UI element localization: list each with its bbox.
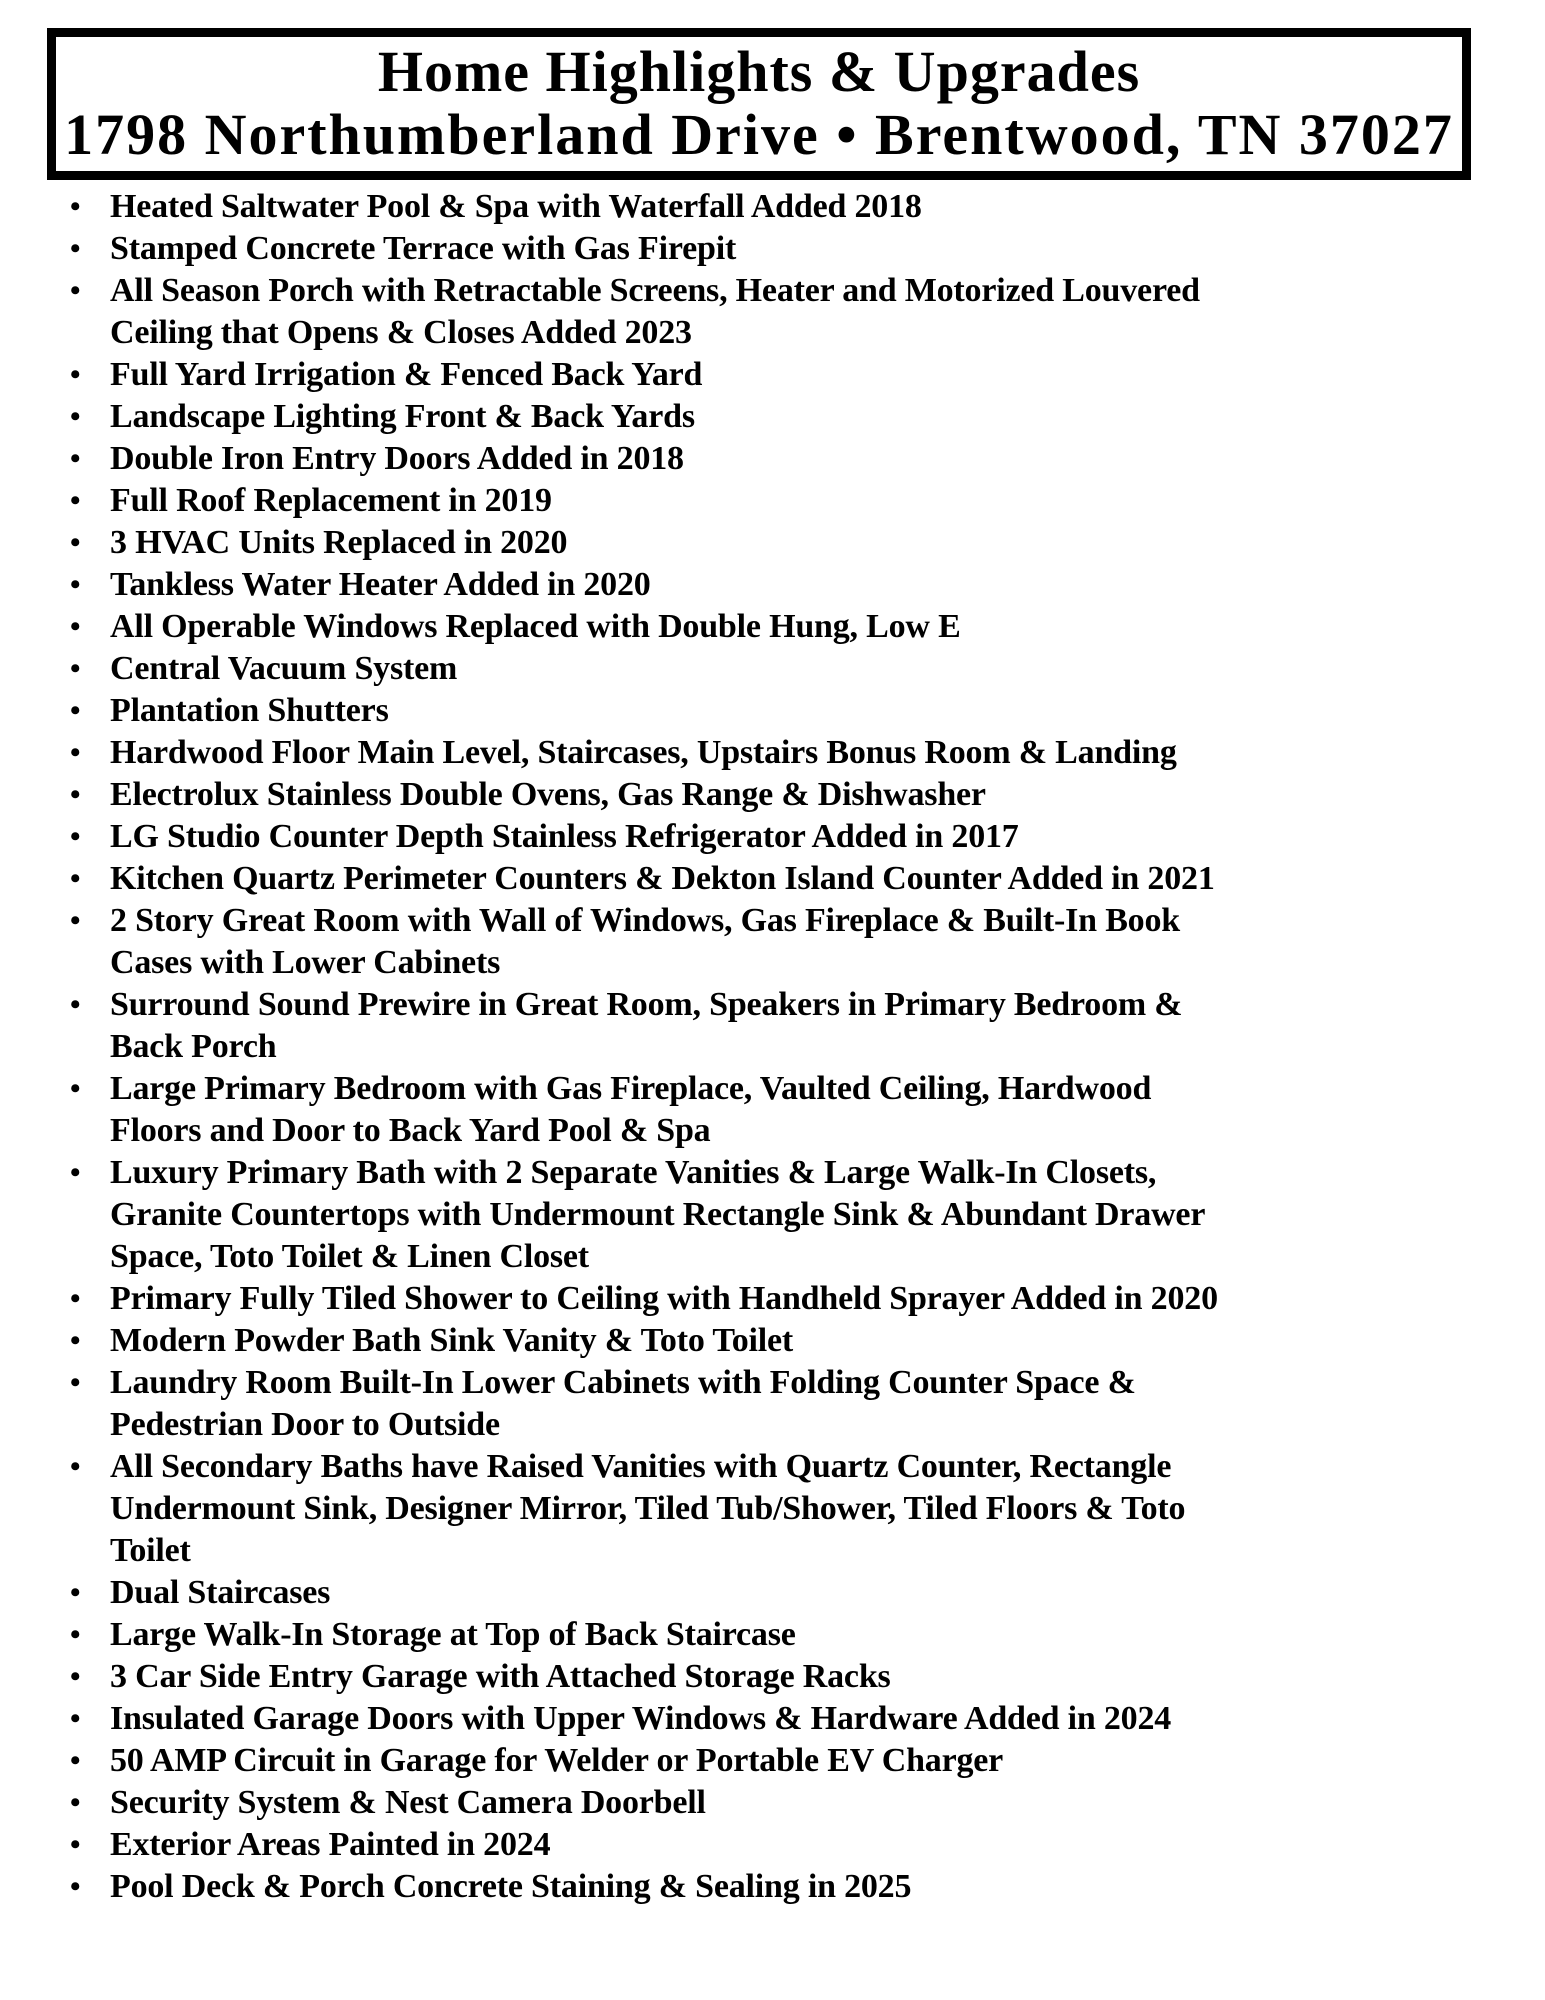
- list-item: [70, 270, 1218, 354]
- list-item-line: Undermount Sink, Designer Mirror, Tiled Tub/Shower, Tiled Floors & Toto: [110, 1490, 1186, 1527]
- list-item: [70, 648, 1218, 690]
- bullet-icon: •: [70, 988, 81, 1021]
- bullet-icon: •: [70, 1450, 81, 1483]
- bullet-icon: •: [70, 652, 81, 685]
- list-item: [70, 732, 1218, 774]
- list-item-text: [110, 1824, 1218, 1866]
- list-item-text: [110, 396, 1218, 438]
- list-item-line: Electrolux Stainless Double Ovens, Gas Range & Dishwasher: [110, 776, 986, 813]
- list-item-line: Modern Powder Bath Sink Vanity & Toto Toilet: [110, 1322, 794, 1359]
- list-item-line: Space, Toto Toilet & Linen Closet: [110, 1238, 589, 1275]
- list-item-line: 50 AMP Circuit in Garage for Welder or Portable EV Charger: [110, 1742, 1004, 1779]
- list-item: [70, 1068, 1218, 1152]
- list-item-line: Hardwood Floor Main Level, Staircases, Upstairs Bonus Room & Landing: [110, 734, 1177, 771]
- list-item-text: [110, 1740, 1218, 1782]
- list-item: [70, 1656, 1218, 1698]
- bullet-icon: •: [70, 526, 81, 559]
- list-item-text: [110, 228, 1218, 270]
- bullet-icon: •: [70, 1828, 81, 1861]
- bullet-icon: •: [70, 778, 81, 811]
- list-item-line: Luxury Primary Bath with 2 Separate Vanities & Large Walk-In Closets,: [110, 1154, 1157, 1191]
- bullet-icon: •: [70, 820, 81, 853]
- list-item: [70, 816, 1218, 858]
- list-item-text: [110, 1446, 1218, 1572]
- list-item-line: Security System & Nest Camera Doorbell: [110, 1784, 706, 1821]
- list-item-text: [110, 816, 1218, 858]
- list-item-line: Cases with Lower Cabinets: [110, 944, 501, 981]
- bullet-icon: •: [70, 1366, 81, 1399]
- list-item-text: [110, 564, 1218, 606]
- list-item-text: [110, 522, 1218, 564]
- page-subtitle-address: 1798 Northumberland Drive • Brentwood, TN 37027: [64, 102, 1454, 167]
- bullet-icon: •: [70, 484, 81, 517]
- list-item: [70, 1362, 1218, 1446]
- list-item-text: [110, 690, 1218, 732]
- list-item: [70, 1824, 1218, 1866]
- list-item-text: [110, 1320, 1218, 1362]
- list-item-text: [110, 480, 1218, 522]
- list-item-line: Full Roof Replacement in 2019: [110, 482, 552, 519]
- list-item-text: [110, 186, 1218, 228]
- list-item-line: Back Porch: [110, 1028, 277, 1065]
- list-item: [70, 354, 1218, 396]
- list-item: [70, 396, 1218, 438]
- list-item: [70, 984, 1218, 1068]
- list-item: [70, 1446, 1218, 1572]
- list-item: [70, 1698, 1218, 1740]
- list-item: [70, 1614, 1218, 1656]
- list-item-line: Plantation Shutters: [110, 692, 389, 729]
- list-item-text: [110, 1278, 1218, 1320]
- list-item-line: Primary Fully Tiled Shower to Ceiling with Handheld Sprayer Added in 2020: [110, 1280, 1218, 1317]
- list-item-line: LG Studio Counter Depth Stainless Refrigerator Added in 2017: [110, 818, 1019, 855]
- bullet-icon: •: [70, 358, 81, 391]
- list-item-text: [110, 354, 1218, 396]
- list-item-text: [110, 270, 1218, 354]
- list-item-line: Toilet: [110, 1532, 191, 1569]
- list-item-line: Exterior Areas Painted in 2024: [110, 1826, 551, 1863]
- bullet-icon: •: [70, 1618, 81, 1651]
- list-item: [70, 1740, 1218, 1782]
- bullet-icon: •: [70, 904, 81, 937]
- bullet-icon: •: [70, 442, 81, 475]
- list-item-line: Floors and Door to Back Yard Pool & Spa: [110, 1112, 711, 1149]
- list-item-line: 3 Car Side Entry Garage with Attached Storage Racks: [110, 1658, 891, 1695]
- bullet-icon: •: [70, 190, 81, 223]
- list-item-line: Dual Staircases: [110, 1574, 331, 1611]
- bullet-icon: •: [70, 1660, 81, 1693]
- list-item-line: Surround Sound Prewire in Great Room, Speakers in Primary Bedroom &: [110, 986, 1183, 1023]
- bullet-icon: •: [70, 862, 81, 895]
- list-item: [70, 438, 1218, 480]
- list-item-line: Ceiling that Opens & Closes Added 2023: [110, 314, 692, 351]
- list-item-text: [110, 732, 1218, 774]
- list-item-text: [110, 1572, 1218, 1614]
- list-item-line: Landscape Lighting Front & Back Yards: [110, 398, 695, 435]
- bullet-icon: •: [70, 1870, 81, 1903]
- list-item-text: [110, 1152, 1218, 1278]
- list-item: [70, 1572, 1218, 1614]
- bullet-icon: •: [70, 1324, 81, 1357]
- bullet-icon: •: [70, 568, 81, 601]
- list-item-line: Insulated Garage Doors with Upper Windows & Hardware Added in 2024: [110, 1700, 1172, 1737]
- list-item-line: Large Primary Bedroom with Gas Fireplace, Vaulted Ceiling, Hardwood: [110, 1070, 1152, 1107]
- list-item-line: Kitchen Quartz Perimeter Counters & Dekton Island Counter Added in 2021: [110, 860, 1215, 897]
- list-item-text: [110, 1614, 1218, 1656]
- list-item: [70, 228, 1218, 270]
- list-item-text: [110, 648, 1218, 690]
- list-item-line: Double Iron Entry Doors Added in 2018: [110, 440, 684, 477]
- list-item-text: [110, 606, 1218, 648]
- bullet-icon: •: [70, 1156, 81, 1189]
- list-item-line: Heated Saltwater Pool & Spa with Waterfall Added 2018: [110, 188, 922, 225]
- bullet-icon: •: [70, 1072, 81, 1105]
- list-item-line: 3 HVAC Units Replaced in 2020: [110, 524, 568, 561]
- list-item-text: [110, 900, 1218, 984]
- list-item: [70, 1782, 1218, 1824]
- list-item-line: All Operable Windows Replaced with Double Hung, Low E: [110, 608, 961, 645]
- list-item-line: Stamped Concrete Terrace with Gas Firepit: [110, 230, 737, 267]
- bullet-icon: •: [70, 274, 81, 307]
- list-item: [70, 690, 1218, 732]
- list-item-line: Large Walk-In Storage at Top of Back Staircase: [110, 1616, 796, 1653]
- list-item: [70, 1866, 1218, 1908]
- bullet-icon: •: [70, 694, 81, 727]
- list-item-line: 2 Story Great Room with Wall of Windows, Gas Fireplace & Built-In Book: [110, 902, 1180, 939]
- list-item-line: Laundry Room Built-In Lower Cabinets with Folding Counter Space &: [110, 1364, 1136, 1401]
- list-item: [70, 186, 1218, 228]
- page-title: Home Highlights & Upgrades: [377, 39, 1141, 104]
- bullet-icon: •: [70, 610, 81, 643]
- bullet-icon: •: [70, 1576, 81, 1609]
- list-item: [70, 1152, 1218, 1278]
- list-item-text: [110, 774, 1218, 816]
- bullet-icon: •: [70, 1744, 81, 1777]
- list-item-text: [110, 1656, 1218, 1698]
- list-item: [70, 480, 1218, 522]
- list-item-text: [110, 984, 1218, 1068]
- list-item: [70, 900, 1218, 984]
- bullet-icon: •: [70, 232, 81, 265]
- list-item: [70, 1320, 1218, 1362]
- bullet-icon: •: [70, 736, 81, 769]
- list-item: [70, 774, 1218, 816]
- list-item-text: [110, 1866, 1218, 1908]
- list-item-line: Granite Countertops with Undermount Rectangle Sink & Abundant Drawer: [110, 1196, 1206, 1233]
- list-item-line: Central Vacuum System: [110, 650, 458, 687]
- list-item-line: Full Yard Irrigation & Fenced Back Yard: [110, 356, 703, 393]
- list-item: [70, 858, 1218, 900]
- list-item: [70, 1278, 1218, 1320]
- list-item-text: [110, 1068, 1218, 1152]
- list-item-line: Pedestrian Door to Outside: [110, 1406, 500, 1443]
- list-item-text: [110, 1362, 1218, 1446]
- list-item-line: Pool Deck & Porch Concrete Staining & Sealing in 2025: [110, 1868, 912, 1905]
- list-item-text: [110, 858, 1218, 900]
- list-item-text: [110, 1698, 1218, 1740]
- list-item-line: All Secondary Baths have Raised Vanities with Quartz Counter, Rectangle: [110, 1448, 1172, 1485]
- title-box: [47, 28, 1471, 180]
- list-item-line: Tankless Water Heater Added in 2020: [110, 566, 651, 603]
- list-item-text: [110, 438, 1218, 480]
- bullet-icon: •: [70, 1702, 81, 1735]
- list-item: [70, 564, 1218, 606]
- highlights-list: [0, 186, 1218, 1908]
- list-item: [70, 606, 1218, 648]
- list-item: [70, 522, 1218, 564]
- bullet-icon: •: [70, 400, 81, 433]
- bullet-icon: •: [70, 1282, 81, 1315]
- bullet-icon: •: [70, 1786, 81, 1819]
- list-item-text: [110, 1782, 1218, 1824]
- list-item-line: All Season Porch with Retractable Screens, Heater and Motorized Louvered: [110, 272, 1200, 309]
